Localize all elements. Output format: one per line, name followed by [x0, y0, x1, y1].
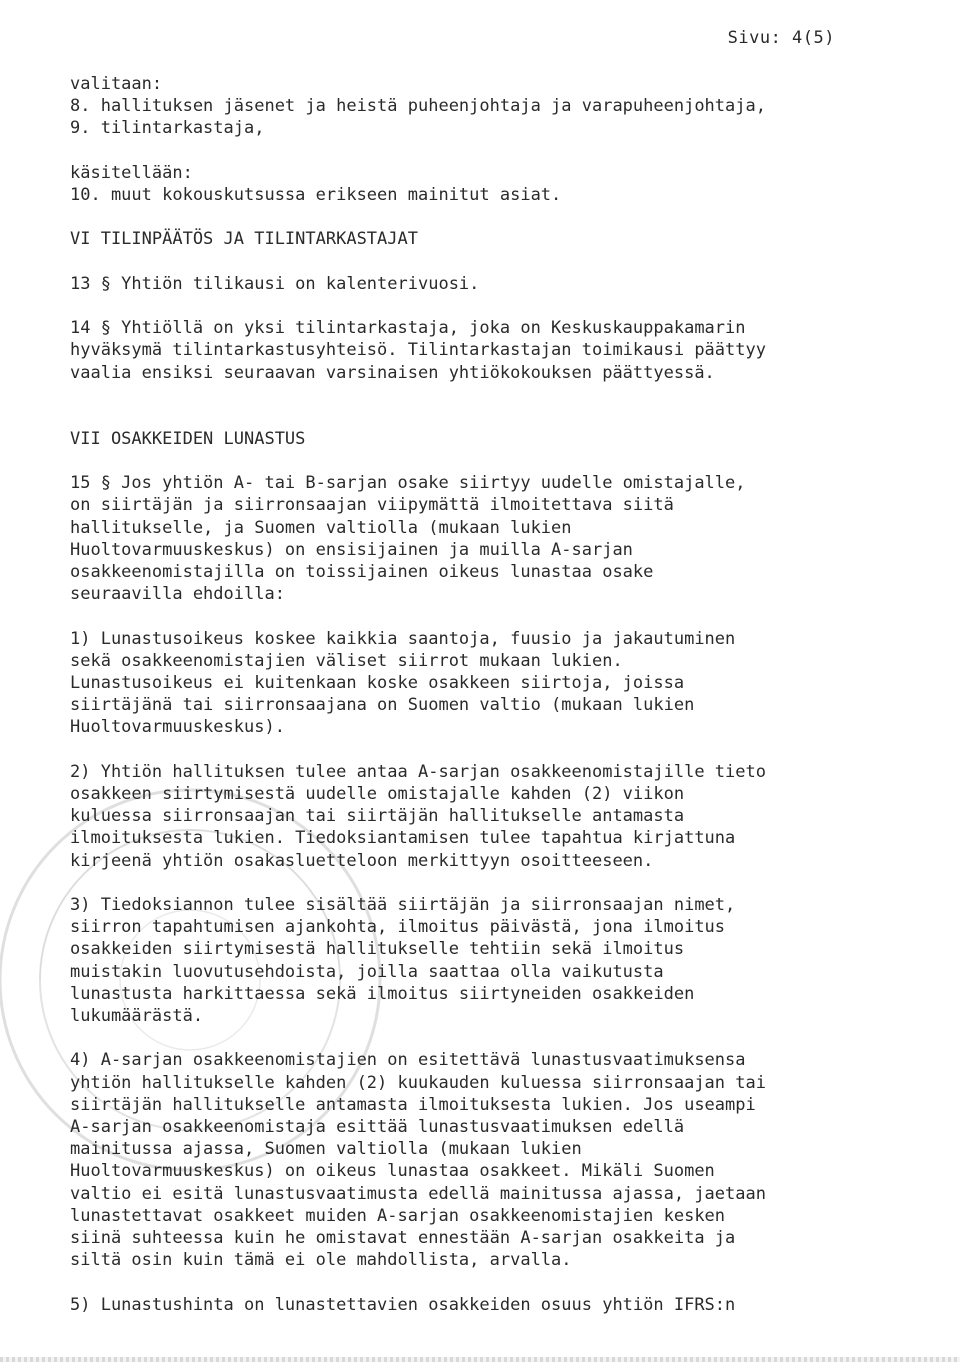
section-heading: VII OSAKKEIDEN LUNASTUS [70, 428, 306, 449]
text-line: mainitussa ajassa, Suomen valtiolla (mukaan lukien [70, 1139, 582, 1160]
text-line: osakkeiden siirtymisestä hallitukselle tehtiin sekä ilmoitus [70, 939, 685, 960]
paragraph-15 [70, 472, 870, 605]
text-line: on siirtäjän ja siirronsaajan viipymättä ilmoitettava siitä [70, 495, 674, 516]
text-line: valtio ei esitä lunastusvaatimusta edellä mainitussa ajassa, jaetaan [70, 1183, 766, 1204]
meeting-items-handle [70, 162, 870, 206]
text-line: osakkeen siirtymisestä uudelle omistajalle kahden (2) viikon [70, 783, 685, 804]
text-line: A-sarjan osakkeenomistaja esittää lunastusvaatimuksen edellä [70, 1117, 685, 1137]
text-line: 2) Yhtiön hallituksen tulee antaa A-sarjan osakkeenomistajille tieto [70, 761, 766, 782]
text-line: Huoltovarmuuskeskus). [70, 717, 285, 738]
text-line: siirtäjän hallitukselle antamasta ilmoituksesta lukien. Jos useampi [70, 1094, 756, 1115]
clause-1 [70, 628, 870, 739]
page-number: Sivu: 4(5) [727, 28, 835, 48]
text-line: siltä osin kuin tämä ei ole mahdollista, arvalla. [70, 1250, 572, 1271]
clause-2 [70, 761, 870, 872]
text-line: kuluessa siirronsaajan tai siirtäjän hallitukselle antamasta [70, 806, 685, 827]
text-line: 13 § Yhtiön tilikausi on kalenterivuosi. [70, 273, 480, 294]
clause-5 [70, 1294, 870, 1316]
clause-4 [70, 1049, 870, 1271]
text-line: lukumäärästä. [70, 1006, 204, 1026]
text-line: 8. hallituksen jäsenet ja heistä puheenjohtaja ja varapuheenjohtaja, [70, 96, 766, 117]
meeting-items-elect [70, 73, 870, 140]
text-line: Huoltovarmuuskeskus) on ensisijainen ja muilla A-sarjan [70, 539, 633, 560]
text-line: lunastusta harkittaessa sekä ilmoitus siirtyneiden osakkeiden [70, 983, 695, 1004]
text-line: siirron tapahtumisen ajankohta, ilmoitus päivästä, jona ilmoitus [70, 917, 726, 938]
text-line: hallitukselle, ja Suomen valtiolla (mukaan lukien [70, 517, 572, 538]
text-line: käsitellään: [70, 162, 193, 183]
text-line: 4) A-sarjan osakkeenomistajien on esitettävä lunastusvaatimuksensa [70, 1050, 746, 1071]
text-line: Huoltovarmuuskeskus) on oikeus lunastaa osakkeet. Mikäli Suomen [70, 1161, 715, 1182]
text-line: 5) Lunastushinta on lunastettavien osakkeiden osuus yhtiön IFRS:n [70, 1294, 736, 1315]
text-line: 14 § Yhtiöllä on yksi tilintarkastaja, joka on Keskuskauppakamarin [70, 318, 746, 339]
document-body [70, 73, 870, 1338]
text-line: osakkeenomistajilla on toissijainen oikeus lunastaa osake [70, 561, 654, 582]
text-line: muistakin luovutusehdoista, joilla saattaa olla vaikutusta [70, 961, 664, 982]
text-line: sekä osakkeenomistajien väliset siirrot mukaan lukien. [70, 650, 623, 671]
section-heading-vii [70, 428, 870, 450]
text-line: kirjeenä yhtiön osakasluetteloon merkittyyn osoitteeseen. [70, 850, 654, 871]
text-line: valitaan: [70, 74, 163, 94]
text-line: siinä suhteessa kuin he omistavat ennestään A-sarjan osakkeita ja [70, 1228, 736, 1249]
text-line: seuraavilla ehdoilla: [70, 584, 285, 605]
text-line: 3) Tiedoksiannon tulee sisältää siirtäjän ja siirronsaajan nimet, [70, 894, 736, 915]
paragraph-14 [70, 317, 870, 384]
text-line: vaalia ensiksi seuraavan varsinaisen yhtiökokouksen päättyessä. [70, 362, 715, 383]
text-line: yhtiön hallitukselle kahden (2) kuukauden kuluessa siirronsaajan tai [70, 1072, 766, 1093]
text-line: hyväksymä tilintarkastusyhteisö. Tilintarkastajan toimikausi päättyy [70, 340, 766, 361]
text-line: siirtäjänä tai siirronsaajana on Suomen valtio (mukaan lukien [70, 695, 695, 716]
text-line: Lunastusoikeus ei kuitenkaan koske osakkeen siirtoja, joissa [70, 672, 685, 693]
clause-3 [70, 894, 870, 1027]
scan-bottom-edge [0, 1357, 960, 1362]
text-line: 15 § Jos yhtiön A- tai B-sarjan osake siirtyy uudelle omistajalle, [70, 473, 746, 494]
text-line: 9. tilintarkastaja, [70, 118, 265, 139]
section-heading: VI TILINPÄÄTÖS JA TILINTARKASTAJAT [70, 229, 418, 250]
text-line: lunastettavat osakkeet muiden A-sarjan osakkeenomistajien kesken [70, 1205, 726, 1226]
text-line: 10. muut kokouskutsussa erikseen mainitut asiat. [70, 185, 562, 205]
text-line: ilmoituksesta lukien. Tiedoksiantamisen tulee tapahtua kirjattuna [70, 828, 736, 849]
section-heading-vi [70, 228, 870, 250]
paragraph-13 [70, 273, 870, 295]
text-line: 1) Lunastusoikeus koskee kaikkia saantoja, fuusio ja jakautuminen [70, 628, 736, 649]
